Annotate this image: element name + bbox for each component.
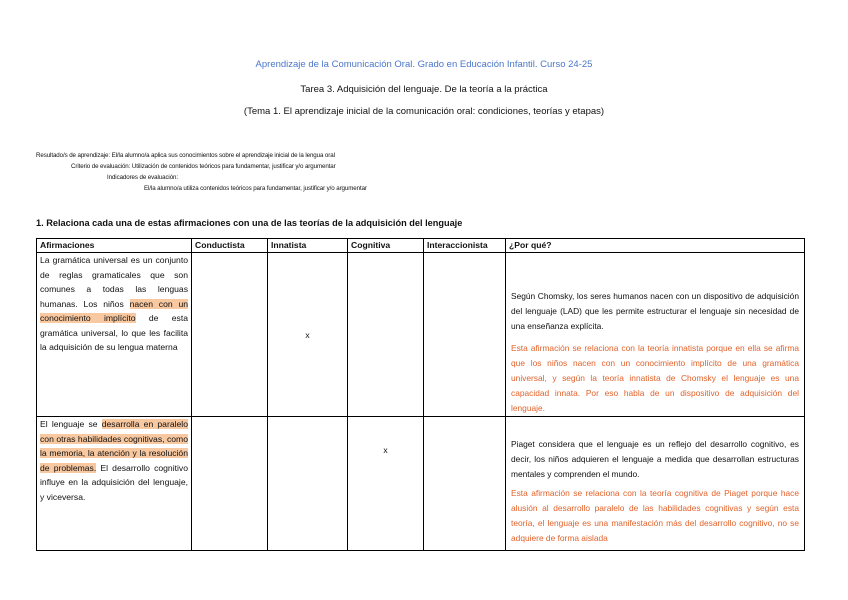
header-interaccionista: Interaccionista bbox=[424, 239, 506, 253]
explanation-cell[interactable] bbox=[506, 417, 805, 551]
theories-table bbox=[36, 238, 805, 551]
topic-title: (Tema 1. El aprendizaje inicial de la comunicación oral: condiciones, teorías y etapas) bbox=[243, 106, 605, 117]
statement-cell bbox=[37, 417, 192, 551]
table-row bbox=[37, 253, 805, 417]
table-header-row bbox=[37, 239, 805, 253]
cell-innatista[interactable]: x bbox=[268, 253, 348, 417]
explanation-text: Piaget considera que el lenguaje es un reflejo del desarrollo cognitivo, es decir, los niños adquieren el lenguaje a medida que desarrollan estructuras mentales y comprenden el mundo. bbox=[511, 439, 799, 479]
header-conductista: Conductista bbox=[192, 239, 268, 253]
statement-text: El lenguaje se bbox=[40, 419, 102, 429]
table-row bbox=[37, 417, 805, 551]
statement-cell bbox=[37, 253, 192, 417]
learning-outcomes: Resultado/s de aprendizaje: El/la alumno/a aplica sus conocimientos sobre el aprendizaje inicial de la lengua oral bbox=[36, 152, 335, 159]
header-afirmaciones: Afirmaciones bbox=[37, 239, 192, 253]
course-title: Aprendizaje de la Comunicación Oral. Grado en Educación Infantil. Curso 24-25 bbox=[255, 59, 593, 70]
statement-text: La gramática universal es un conjunto de reglas gramaticales que son comunes a todas las lenguas humanas. Los niños bbox=[40, 255, 188, 309]
task-title: Tarea 3. Adquisición del lenguaje. De la teoría a la práctica bbox=[300, 84, 548, 95]
cell-cognitiva[interactable]: x bbox=[348, 417, 424, 551]
explanation-cell[interactable] bbox=[506, 253, 805, 417]
header-cognitiva: Cognitiva bbox=[348, 239, 424, 253]
statement-text: de esta gramática universal, lo que les facilita la adquisición de su lengua materna bbox=[40, 313, 188, 352]
evaluation-criterion: Criterio de evaluación: Utilización de contenidos teóricos para fundamentar, justificar y/o argumentar bbox=[71, 163, 336, 170]
cell-conductista[interactable] bbox=[192, 417, 268, 551]
statement-text: El desarrollo cognitivo influye en la adquisición del lenguaje, y viceversa. bbox=[40, 462, 188, 502]
question-heading: 1. Relaciona cada una de estas afirmaciones con una de las teorías de la adquisición del lenguaje bbox=[36, 218, 463, 228]
cell-conductista[interactable] bbox=[192, 253, 268, 417]
cell-interaccionista[interactable] bbox=[424, 417, 506, 551]
explanation-answer: Esta afirmación se relaciona con la teoría cognitiva de Piaget porque hace alusión al desarrollo paralelo de las habilidades cognitivas y según esta teoría, el lenguaje es una manifestación más del desarrollo cognitivo, no se adquiere de forma aislada bbox=[511, 488, 799, 543]
cell-cognitiva[interactable] bbox=[348, 253, 424, 417]
header-por-que: ¿Por qué? bbox=[506, 239, 805, 253]
statement-highlight: nacen con un conocimiento implícito bbox=[40, 298, 188, 323]
cell-interaccionista[interactable] bbox=[424, 253, 506, 417]
explanation-answer: Esta afirmación se relaciona con la teoría innatista porque en ella se afirma que los niños nacen con un conocimiento implícito de una gramática universal, y según la teoría innatista de Chomsky el lenguaje es una capacidad innata. Por eso habla de un dispositivo de adquisición del lenguaje. bbox=[511, 343, 799, 413]
cell-innatista[interactable] bbox=[268, 417, 348, 551]
statement-highlight: desarrolla en paralelo con otras habilidades cognitivas, como la memoria, la atención y la resolución de problemas. bbox=[40, 419, 188, 473]
header-innatista: Innatista bbox=[268, 239, 348, 253]
explanation-text: Según Chomsky, los seres humanos nacen con un dispositivo de adquisición del lenguaje (LAD) que les permite estructurar el lenguaje sin necesidad de una enseñanza explícita. bbox=[511, 291, 799, 331]
evaluation-indicator: El/la alumno/a utiliza contenidos teóricos para fundamentar, justificar y/o argumentar bbox=[144, 185, 367, 192]
evaluation-indicators-label: Indicadores de evaluación: bbox=[107, 174, 179, 181]
